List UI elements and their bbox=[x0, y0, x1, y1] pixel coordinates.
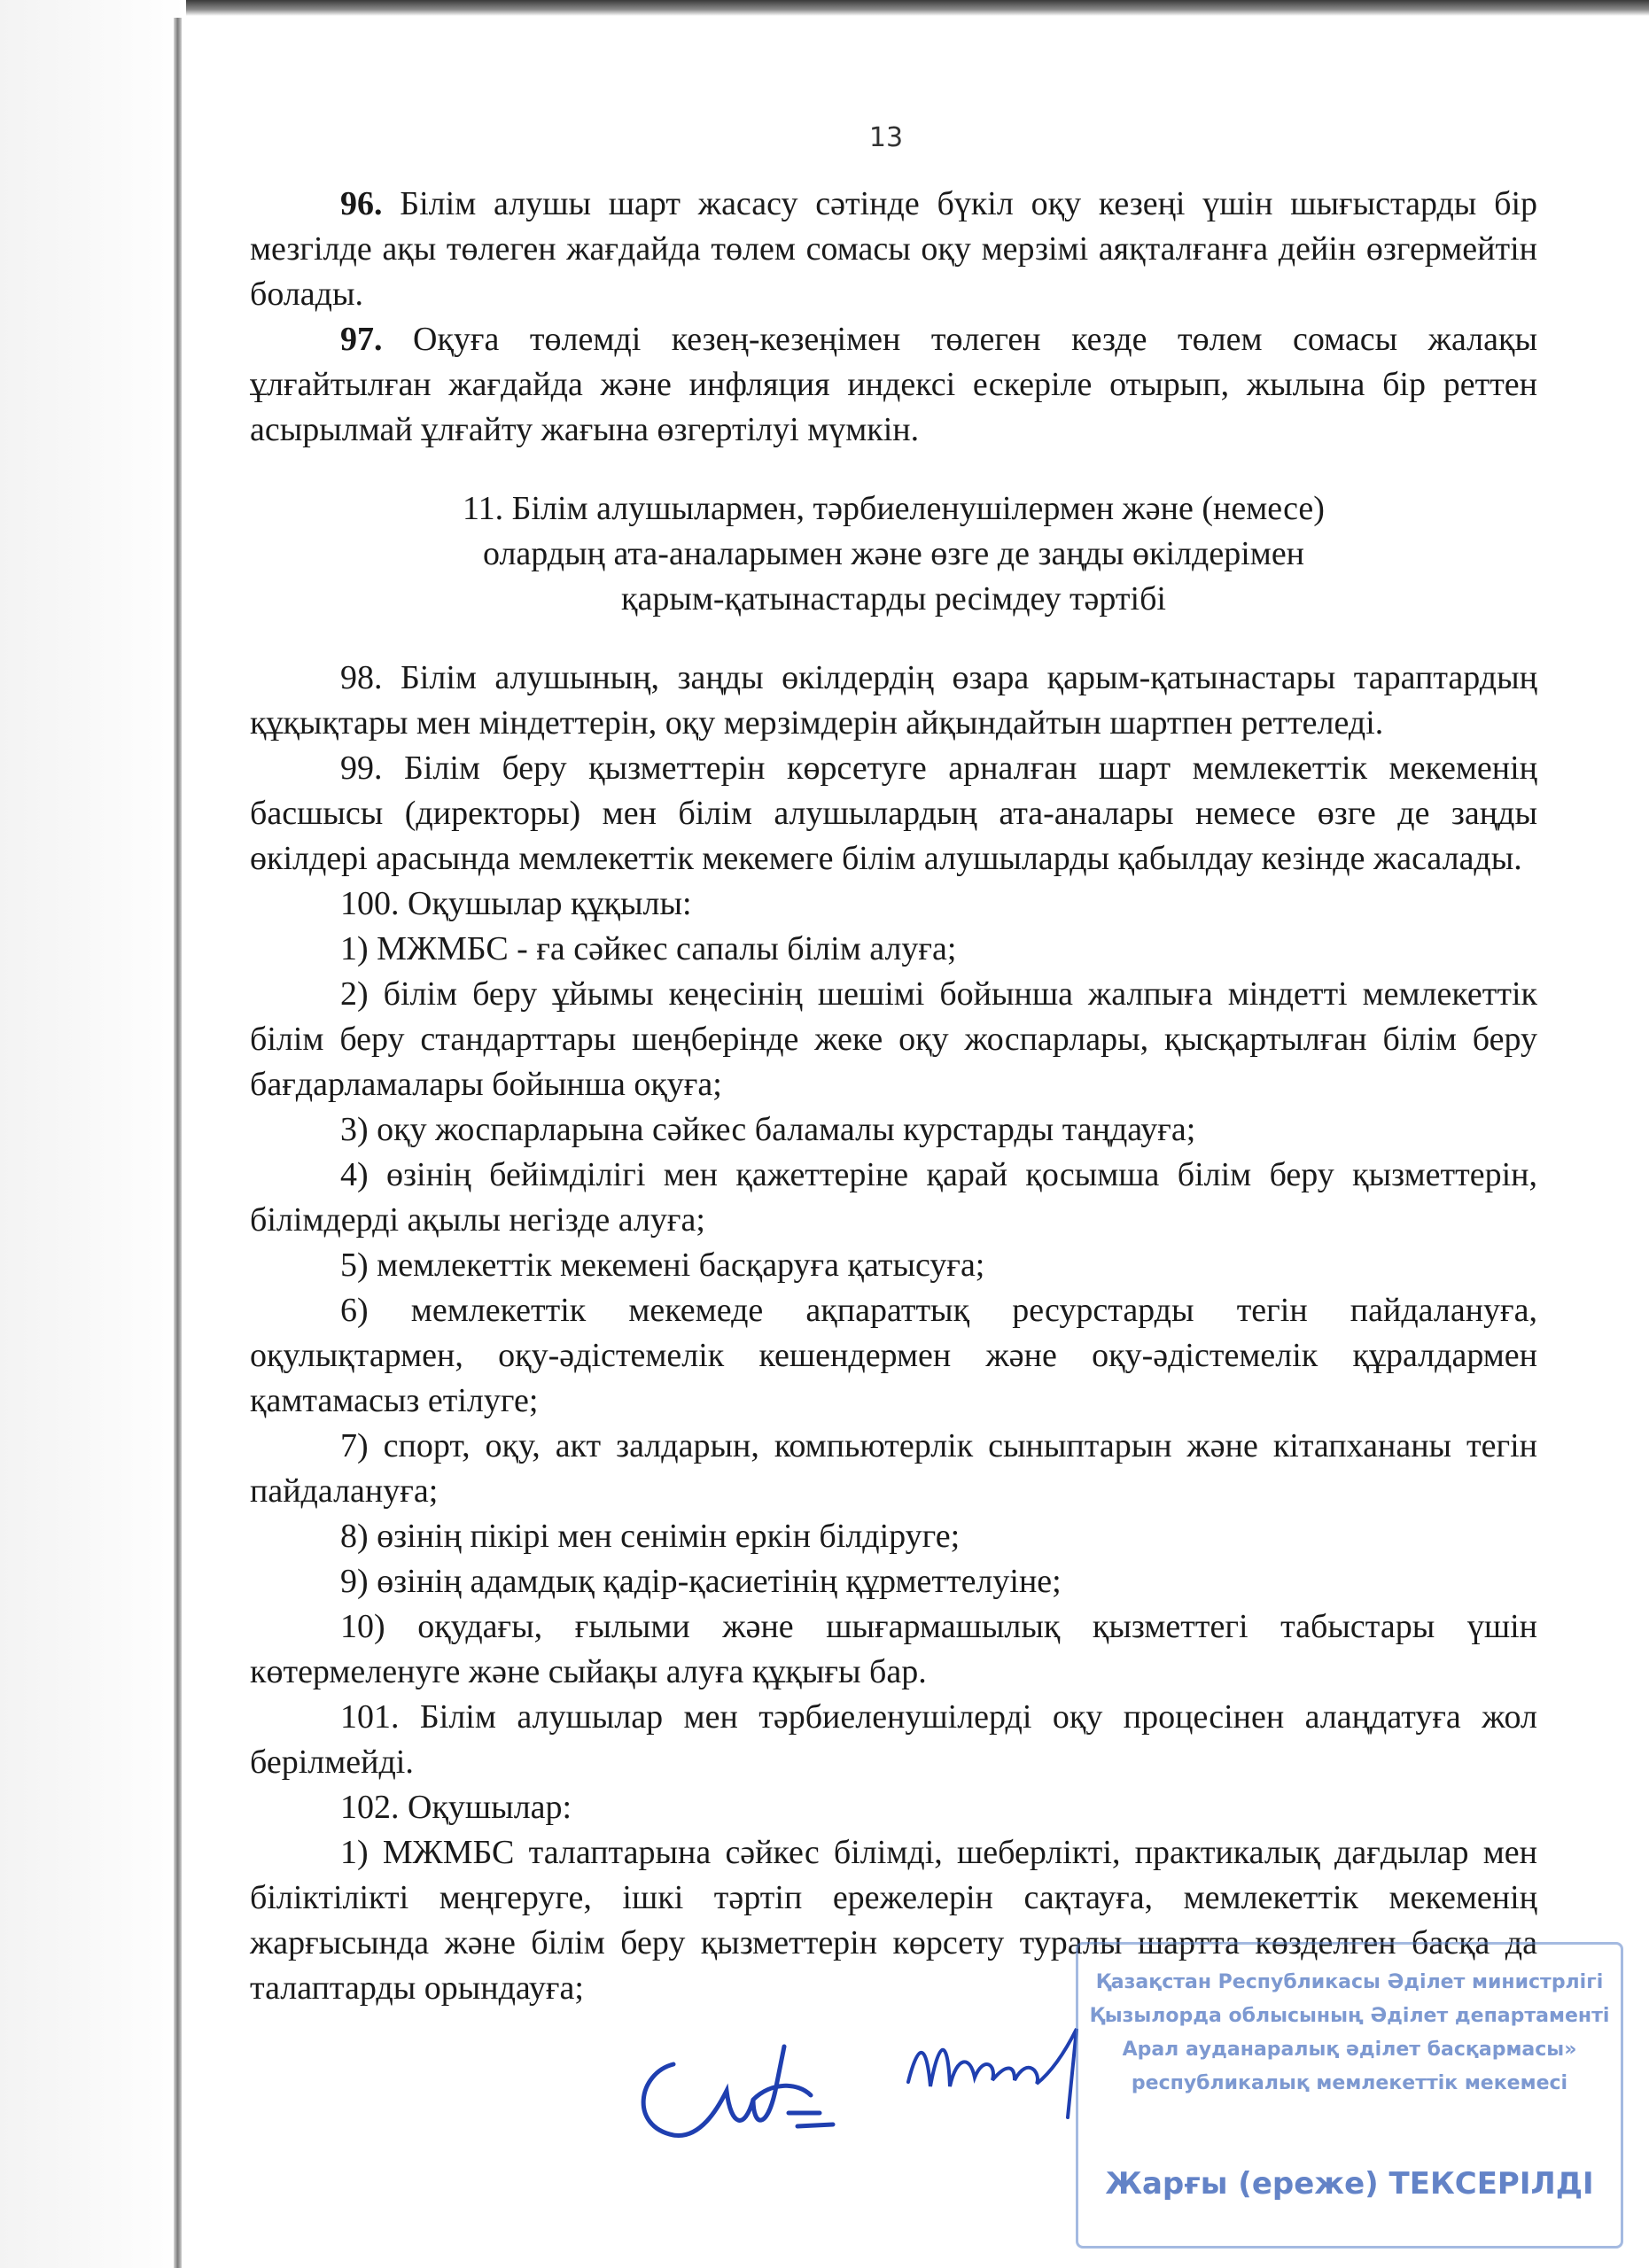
signature-2-icon bbox=[895, 2002, 1099, 2126]
paragraph-98: 98. Білім алушының, заңды өкілдердің өзара қарым-қатынастары тараптардың құқықтары мен міндеттерін, оқу мерзімдерін айқындайтын шартпен реттеледі. bbox=[250, 659, 1537, 742]
section-title-line-1: 11. Білім алушылармен, тәрбиеленушілермен және (немесе) bbox=[463, 490, 1325, 527]
binding-margin bbox=[0, 0, 186, 2268]
list-item-100-7: 7) спорт, оқу, акт залдарын, компьютерлік сыныптарын және кітапхананы тегін пайдалануға; bbox=[250, 1427, 1537, 1510]
list-item-102-1: 1) МЖМБС талаптарына сәйкес білімді, шеберлікті, практикалық дағдылар мен біліктілікті меңгеруге, ішкі тәртіп ережелерін сақтауға, мемлекеттік мекеменің жарғысында және білім беру қызметтерін көрсету туралы шартта көзделген басқа да талаптарды орындауға; bbox=[250, 1834, 1537, 2007]
section-title bbox=[250, 486, 1537, 622]
paragraph-97-number: 97. bbox=[340, 321, 383, 358]
page-fold bbox=[174, 18, 182, 2268]
paragraph-97 bbox=[250, 317, 1537, 453]
paragraph-96 bbox=[250, 182, 1537, 317]
list-item-100-10: 10) оқудағы, ғылыми және шығармашылық қызметтегі табыстары үшін көтермеленуге және сыйақы алуға құқығы бар. bbox=[250, 1608, 1537, 1690]
page-number bbox=[0, 122, 1649, 153]
page-number-text: 13 bbox=[868, 122, 904, 153]
signature-1-icon bbox=[620, 2029, 851, 2162]
paragraph-102: 102. Оқушылар: bbox=[340, 1789, 572, 1826]
stamp-checked-text: Жарғы (ереже) ТЕКСЕРІЛДІ bbox=[1105, 2166, 1594, 2202]
paragraph-96-number: 96. bbox=[340, 185, 383, 222]
section-title-line-3: қарым-қатынастарды ресімдеу тәртібі bbox=[621, 580, 1166, 617]
list-item-100-2: 2) білім беру ұйымы кеңесінің шешімі бойынша жалпыға міндетті мемлекеттік білім беру стандарттары шеңберінде жеке оқу жоспарлары, қысқартылған білім беру бағдарламалары бойынша оқуға; bbox=[250, 975, 1537, 1103]
list-item-100-1: 1) МЖМБС - ға сәйкес сапалы білім алуға; bbox=[340, 930, 957, 967]
list-item-100-8: 8) өзінің пікірі мен сенімін еркін білдіруге; bbox=[340, 1518, 961, 1555]
list-item-100-5: 5) мемлекеттік мекемені басқаруға қатысуға; bbox=[340, 1247, 985, 1284]
list-item-100-9: 9) өзінің адамдық қадір-қасиетінің құрметтелуіне; bbox=[340, 1563, 1062, 1600]
stamp-line-3: Арал ауданаралық әділет басқармасы» bbox=[1122, 2039, 1577, 2061]
paragraph-96-text: Білім алушы шарт жасасу сәтінде бүкіл оқу кезеңі үшін шығыстарды бір мезгілде ақы төлеген жағдайда төлем сомасы оқу мерзімі аяқталғанға дейін өзгермейтін болады. bbox=[250, 185, 1537, 313]
stamp-line-4: республикалық мемлекеттік мекемесі bbox=[1131, 2072, 1568, 2094]
paragraph-101: 101. Білім алушылар мен тәрбиеленушілерді оқу процесінен алаңдатуға жол берілмейді. bbox=[250, 1698, 1537, 1781]
list-item-100-3: 3) оқу жоспарларына сәйкес баламалы курстарды таңдауға; bbox=[340, 1111, 1196, 1148]
paragraph-97-text: Оқуға төлемді кезең-кезеңімен төлеген кезде төлем сомасы жалақы ұлғайтылған жағдайда және инфляция индексі ескеріле отырып, жылына бір реттен асырылмай ұлғайту жағына өзгертілуі мүмкін. bbox=[250, 321, 1537, 448]
stamp-line-1: Қазақстан Республикасы Әділет министрлігі bbox=[1095, 1971, 1604, 1993]
scan-top-shadow bbox=[0, 0, 1649, 16]
section-title-line-2: олардың ата-аналарымен және өзге де заңды өкілдерімен bbox=[482, 535, 1305, 572]
document-body bbox=[250, 182, 1537, 2011]
list-item-100-4: 4) өзінің бейімділігі мен қажеттеріне қарай қосымша білім беру қызметтерін, білімдерді ақылы негізде алуға; bbox=[250, 1156, 1537, 1239]
verification-stamp bbox=[1076, 1942, 1623, 2249]
stamp-line-2: Қызылорда облысының Әділет департаменті bbox=[1089, 2005, 1610, 2027]
list-item-100-6: 6) мемлекеттік мекемеде ақпараттық ресурстарды тегін пайдалануға, оқулықтармен, оқу-әдістемелік кешендермен және оқу-әдістемелік құралдармен қамтамасыз етілуге; bbox=[250, 1292, 1537, 1419]
paragraph-99: 99. Білім беру қызметтерін көрсетуге арналған шарт мемлекеттік мекеменің басшысы (директоры) мен білім алушылардың ата-аналары немесе өзге де заңды өкілдері арасында мемлекеттік мекемеге білім алушыларды қабылдау кезінде жасалады. bbox=[250, 750, 1537, 877]
paragraph-100: 100. Оқушылар құқылы: bbox=[340, 885, 692, 922]
